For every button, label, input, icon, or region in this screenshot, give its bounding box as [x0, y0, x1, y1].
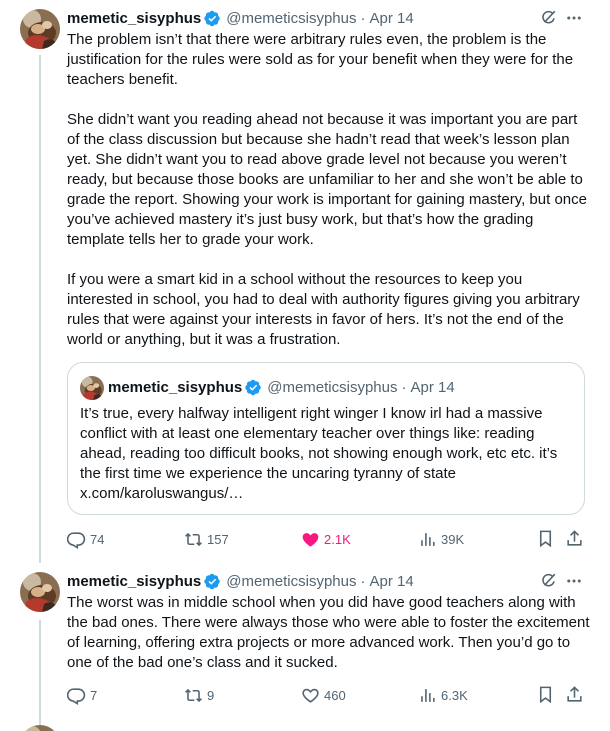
share-icon[interactable] — [565, 685, 584, 704]
share-icon[interactable] — [565, 529, 584, 548]
quoted-header — [108, 377, 455, 397]
tweet-paragraph: The problem isn’t that there were arbitrary rules even, the problem is the justification for the rules were sold as for your benefit when they were for the teachers benefit. — [67, 31, 574, 88]
reply-count: 7 — [90, 687, 98, 703]
reply-button[interactable] — [67, 529, 104, 549]
quoted-text: It’s true, every halfway intelligent right winger I know irl had a massive conflict with at least one elementary teacher over things like: reading ahead, reading too difficult books, not showing enough work, etc etc. it’s the first time we experience the uncaring tyranny of state x.com/karoluswangus/… — [80, 405, 558, 502]
views-icon — [418, 686, 437, 705]
repost-count: 157 — [207, 531, 229, 547]
verified-badge-icon — [245, 379, 262, 396]
like-count: 460 — [324, 687, 346, 703]
verified-badge-icon — [204, 10, 221, 27]
author-name[interactable]: memetic_sisyphus — [67, 572, 202, 590]
views-button[interactable] — [418, 529, 464, 549]
heart-icon — [301, 686, 320, 705]
avatar-image — [20, 572, 60, 612]
quoted-avatar-image — [80, 376, 104, 400]
separator-dot: · — [360, 9, 366, 27]
like-button[interactable] — [301, 685, 346, 705]
quoted-author-name: memetic_sisyphus — [108, 378, 243, 396]
views-count: 6.3K — [441, 687, 468, 703]
repost-icon — [184, 686, 203, 705]
tweet-date[interactable]: Apr 14 — [369, 9, 414, 27]
tweet-text — [67, 30, 592, 350]
bookmark-icon[interactable] — [536, 529, 555, 548]
verified-badge-icon — [204, 573, 221, 590]
separator-dot: · — [401, 378, 407, 396]
views-count: 39K — [441, 531, 465, 547]
like-count: 2.1K — [324, 531, 351, 547]
thread-line — [39, 620, 41, 731]
tweet-paragraph: The worst was in middle school when you did have good teachers along with the bad ones. There were always those who were able to foster the excitement of learning, offering extra projects or more advanced work. Then you’d go to one of the bad one’s class and it sucked. — [67, 594, 590, 671]
quoted-tweet[interactable] — [67, 362, 585, 515]
author-handle[interactable]: @memeticsisyphus — [226, 572, 357, 590]
thread-line — [39, 55, 41, 563]
author-name[interactable]: memetic_sisyphus — [67, 9, 202, 27]
repost-count: 9 — [207, 687, 215, 703]
more-icon[interactable] — [565, 9, 583, 27]
grok-icon[interactable] — [539, 571, 558, 590]
tweet-header — [67, 8, 610, 28]
repost-button[interactable] — [184, 685, 214, 705]
avatar[interactable] — [20, 9, 60, 49]
separator-dot: · — [360, 572, 366, 590]
quoted-date: Apr 14 — [410, 378, 455, 396]
reply-icon — [67, 686, 86, 705]
repost-icon — [184, 530, 203, 549]
reply-count: 74 — [90, 531, 105, 547]
action-bar — [67, 685, 597, 705]
more-icon[interactable] — [565, 572, 583, 590]
avatar[interactable] — [20, 572, 60, 612]
author-handle[interactable]: @memeticsisyphus — [226, 9, 357, 27]
bookmark-icon[interactable] — [536, 685, 555, 704]
tweet-date[interactable]: Apr 14 — [369, 572, 414, 590]
quoted-avatar — [80, 376, 104, 400]
quoted-author-handle: @memeticsisyphus — [267, 378, 398, 396]
reply-icon — [67, 530, 86, 549]
tweet-paragraph: She didn’t want you reading ahead not because it was important you are part of the class discussion but because she hadn’t read that week’s lesson plan yet. She didn’t want you to read above grade level not because you weren’t ready, but because those books are unfamiliar to her and she won’t be able to grade the report. Showing your work is important for gaining mastery, but once you’ve achieved mastery it’s just busy work, but that’s how the grading template tells her to grade your work. — [67, 111, 587, 248]
views-button[interactable] — [418, 685, 468, 705]
views-icon — [418, 530, 437, 549]
repost-button[interactable] — [184, 529, 229, 549]
tweet-header — [67, 571, 610, 591]
tweet-text — [67, 593, 592, 673]
reply-button[interactable] — [67, 685, 97, 705]
like-button[interactable] — [301, 529, 351, 549]
action-bar — [67, 529, 597, 549]
tweet-paragraph: If you were a smart kid in a school without the resources to keep you interested in school, you had to deal with authority figures giving you arbitrary rules that were against your interests in favor of hers. It’s not the end of the world or anything, but it was a frustration. — [67, 271, 580, 348]
tweet[interactable] — [0, 563, 610, 731]
heart-icon — [301, 530, 320, 549]
avatar-image — [20, 9, 60, 49]
grok-icon[interactable] — [539, 8, 558, 27]
